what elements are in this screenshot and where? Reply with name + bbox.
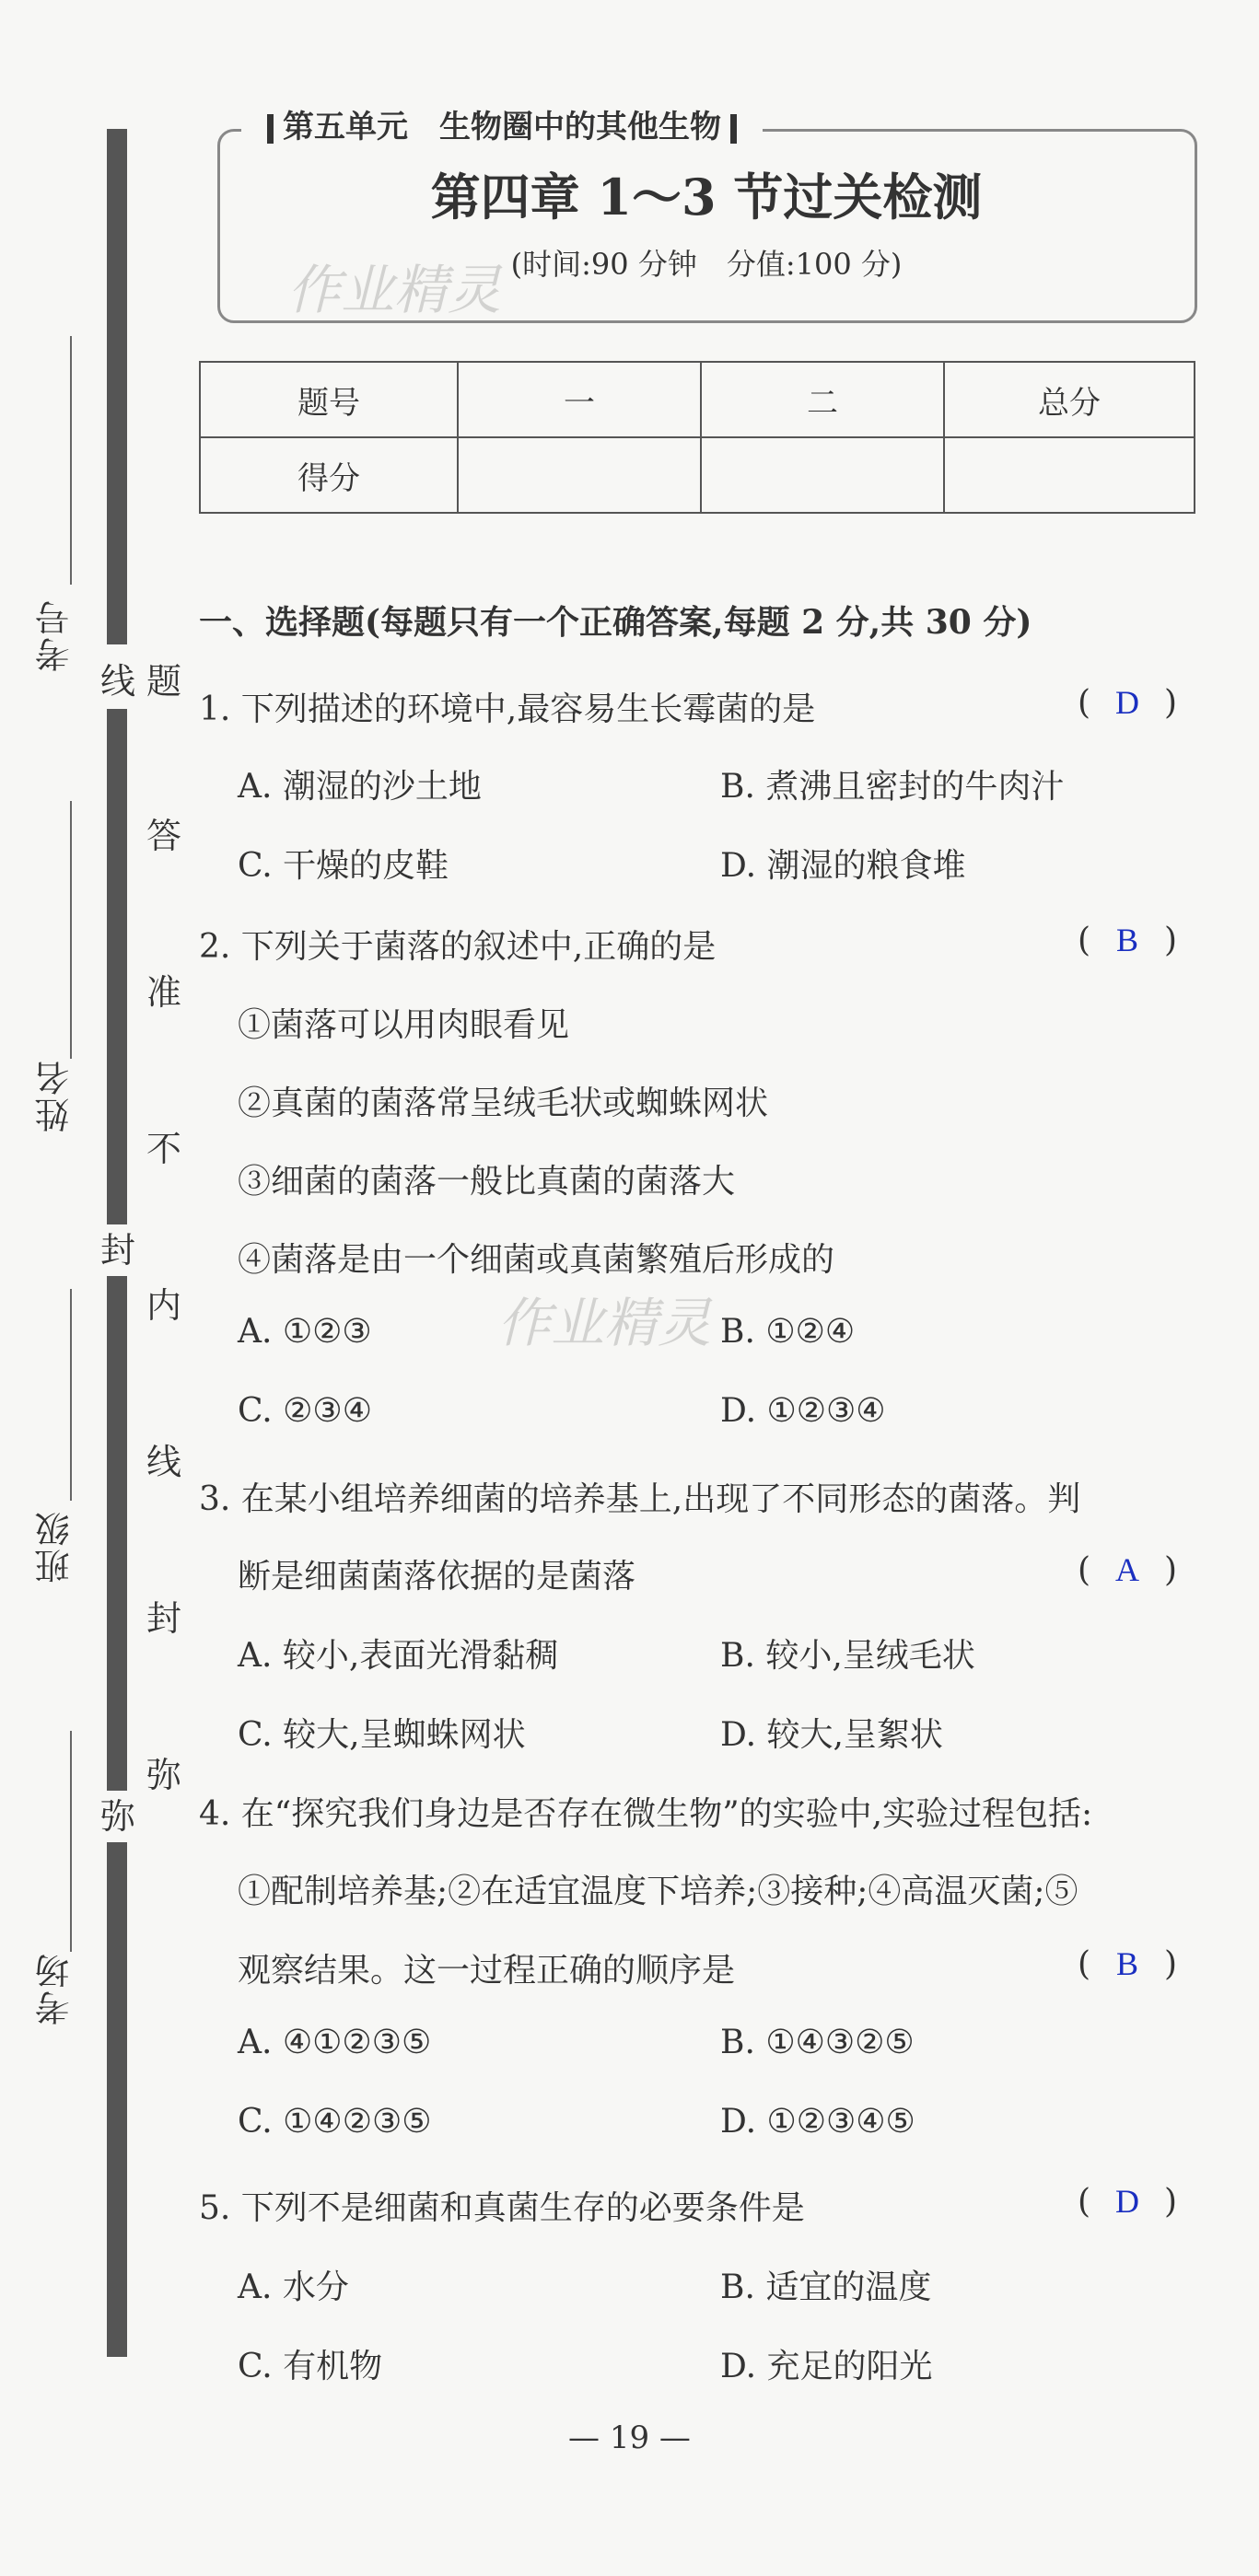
watermark: 作业精灵 <box>287 259 502 321</box>
option: A. 较小,表面光滑黏稠 <box>238 1637 559 1675</box>
option: C. 干燥的皮鞋 <box>238 847 449 885</box>
field-label-exam-number: 考号 <box>35 598 76 672</box>
notice-char: 不 <box>146 1129 181 1169</box>
watermark: 作业精灵 <box>497 1292 712 1354</box>
option: D. ①②③④ <box>720 1392 886 1430</box>
score-row-label: 得分 <box>200 437 458 513</box>
field-line-name <box>70 801 72 1059</box>
option: D. 充足的阳光 <box>720 2348 933 2385</box>
notice-char: 封 <box>146 1598 181 1639</box>
field-label-exam-room: 考场 <box>35 1952 76 2025</box>
option: B. ①④③②⑤ <box>720 2024 915 2061</box>
option: B. 煮沸且密封的牛肉汁 <box>720 768 1065 806</box>
statement: ②真菌的菌落常呈绒毛状或蜘蛛网状 <box>238 1085 769 1122</box>
unit-bar-left <box>267 114 274 144</box>
score-cell[interactable] <box>458 437 701 513</box>
score-table-score-row <box>200 437 1195 513</box>
notice-char: 内 <box>146 1285 181 1326</box>
statement: ④菌落是由一个细菌或真菌繁殖后形成的 <box>238 1241 835 1279</box>
binding-bar <box>107 1841 127 2357</box>
seal-line-char: 弥 <box>92 1791 144 1842</box>
field-line-class <box>70 1289 72 1501</box>
field-label-class: 班级 <box>35 1510 76 1584</box>
answer-choice: A <box>1115 1551 1140 1588</box>
section-heading: 一、选择题(每题只有一个正确答案,每题 2 分,共 30 分) <box>199 603 1032 642</box>
answer-bracket: ( D ) <box>1078 684 1178 722</box>
option: C. 有机物 <box>238 2348 383 2385</box>
binding-bar <box>107 129 127 644</box>
question-stem-continued: 断是细菌菌落依据的是菌落 <box>238 1558 636 1595</box>
answer-choice: B <box>1116 1945 1139 1982</box>
notice-char: 准 <box>146 972 181 1013</box>
score-cell[interactable] <box>944 437 1195 513</box>
statement: ③细菌的菌落一般比真菌的菌落大 <box>238 1163 736 1201</box>
seal-line-char: 封 <box>92 1224 144 1276</box>
unit-title-text: 第五单元 生物圈中的其他生物 <box>283 109 721 145</box>
answer-bracket: ( A ) <box>1078 1551 1178 1589</box>
unit-bar-right <box>730 114 737 144</box>
option: D. 潮湿的粮食堆 <box>720 847 966 885</box>
score-table-header: 一 <box>458 362 701 437</box>
option: A. ①②③ <box>238 1313 372 1351</box>
question-stem: 4. 在“探究我们身边是否存在微生物”的实验中,实验过程包括: <box>199 1795 1093 1833</box>
binding-bar <box>107 1271 127 1800</box>
question-stem-continued: 观察结果。这一过程正确的顺序是 <box>238 1952 736 1990</box>
binding-bar <box>107 709 127 1224</box>
question-stem: 5. 下列不是细菌和真菌生存的必要条件是 <box>199 2189 805 2227</box>
score-table <box>199 361 1195 514</box>
answer-bracket: ( B ) <box>1078 1945 1178 1983</box>
notice-char: 弥 <box>146 1755 181 1795</box>
field-label-name: 姓名 <box>35 1059 76 1132</box>
answer-choice: D <box>1115 2183 1140 2220</box>
answer-bracket: ( B ) <box>1078 922 1178 959</box>
score-table-header: 总分 <box>944 362 1195 437</box>
option: D. ①②③④⑤ <box>720 2103 915 2141</box>
question-stem: 1. 下列描述的环境中,最容易生长霉菌的是 <box>199 690 816 728</box>
chapter-title: 第四章 1～3 节过关检测 <box>430 168 983 226</box>
exam-info: (时间:90 分钟 分值:100 分) <box>510 247 903 282</box>
option: C. ②③④ <box>238 1392 372 1430</box>
field-line-exam-room <box>70 1731 72 1952</box>
notice-char: 答 <box>146 816 181 856</box>
field-line-exam-number <box>70 336 72 585</box>
score-table-header: 题号 <box>200 362 458 437</box>
question-stem: 3. 在某小组培养细菌的培养基上,出现了不同形态的菌落。判 <box>199 1480 1081 1518</box>
notice-char: 线 <box>146 1442 181 1482</box>
option: A. ④①②③⑤ <box>238 2024 432 2061</box>
notice-char: 题 <box>146 661 181 702</box>
option: C. 较大,呈蜘蛛网状 <box>238 1716 526 1754</box>
question-stem: 2. 下列关于菌落的叙述中,正确的是 <box>199 928 717 966</box>
option: D. 较大,呈絮状 <box>720 1716 943 1754</box>
option: C. ①④②③⑤ <box>238 2103 432 2141</box>
question-stem-continued: ①配制培养基;②在适宜温度下培养;③接种;④高温灭菌;⑤ <box>238 1873 1078 1910</box>
option: B. 较小,呈绒毛状 <box>720 1637 975 1675</box>
answer-choice: D <box>1115 684 1140 721</box>
answer-choice: B <box>1116 922 1139 958</box>
unit-title <box>241 103 763 151</box>
option: A. 潮湿的沙土地 <box>238 768 482 806</box>
answer-bracket: ( D ) <box>1078 2183 1178 2221</box>
option: B. 适宜的温度 <box>720 2269 932 2306</box>
page-number: — 19 — <box>568 2419 691 2456</box>
score-table-header-row <box>200 362 1195 437</box>
option: A. 水分 <box>238 2269 349 2306</box>
score-table-header: 二 <box>701 362 944 437</box>
seal-line-char: 线 <box>92 656 144 707</box>
statement: ①菌落可以用肉眼看见 <box>238 1006 570 1044</box>
score-cell[interactable] <box>701 437 944 513</box>
option: B. ①②④ <box>720 1313 856 1351</box>
